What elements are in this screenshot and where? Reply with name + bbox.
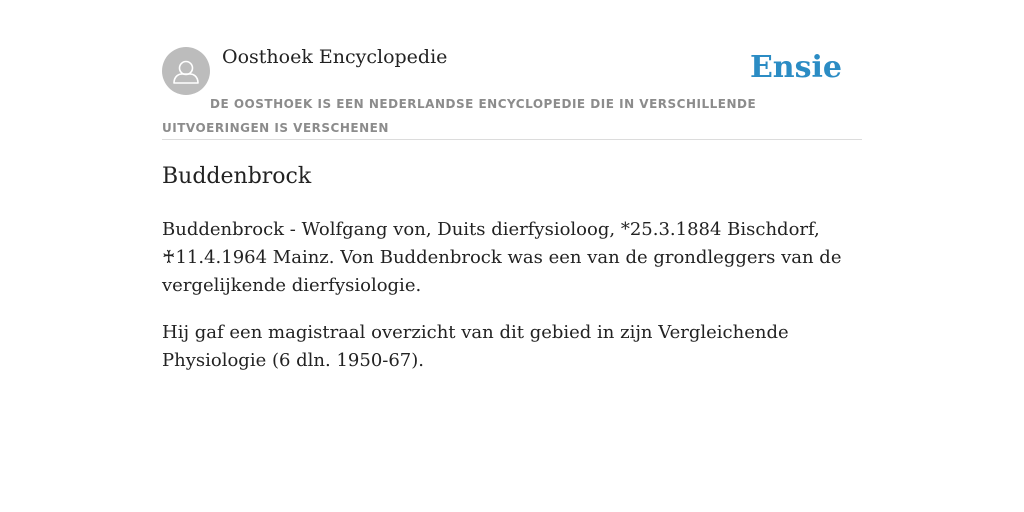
source-name[interactable]: Oosthoek Encyclopedie xyxy=(222,46,448,68)
article-title: Buddenbrock xyxy=(162,164,312,189)
article-paragraph: Buddenbrock - Wolfgang von, Duits dierfysioloog, *25.3.1884 Bischdorf, ♰11.4.1964 Mainz. Von Buddenbrock was een van de grondleggers van de vergelijkende dierfysiologie. xyxy=(162,219,842,296)
user-outline-icon xyxy=(162,47,210,95)
source-description: DE OOSTHOEK IS EEN NEDERLANDSE ENCYCLOPEDIE DIE IN VERSCHILLENDE UITVOERINGEN IS VERSCHENEN xyxy=(162,97,757,135)
source-header xyxy=(162,46,862,140)
brand-logo[interactable]: Ensie xyxy=(749,50,842,85)
page-container xyxy=(162,46,862,371)
source-avatar[interactable] xyxy=(162,47,210,95)
article-paragraph: Hij gaf een magistraal overzicht van dit gebied in zijn Vergleichende Physiologie (6 dln. 1950-67). xyxy=(162,322,789,371)
article-body xyxy=(162,216,862,394)
